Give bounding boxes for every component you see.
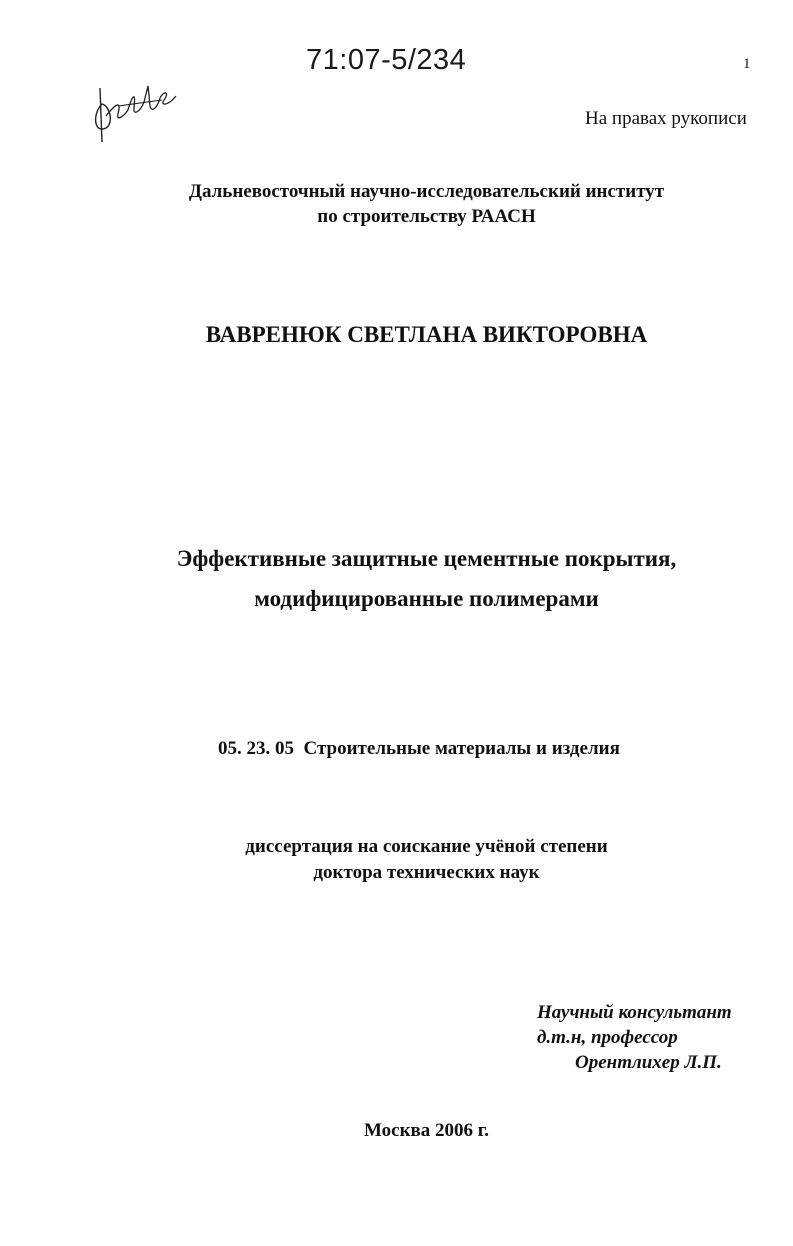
handwritten-signature bbox=[88, 76, 188, 146]
institute-name bbox=[0, 179, 793, 229]
degree-line-1: диссертация на соискание учёной степени bbox=[245, 836, 608, 857]
institute-line-2: по строительству РААСН bbox=[317, 206, 536, 227]
place-and-year: Москва 2006 г. bbox=[363, 1120, 490, 1141]
archive-code: 71:07-5/234 bbox=[306, 44, 467, 76]
title-line-2: модифицированные полимерами bbox=[254, 586, 599, 611]
consultant-rank: д.т.н, профессор bbox=[537, 1027, 678, 1048]
specialty-code: 05. 23. 05 bbox=[218, 738, 294, 759]
scientific-consultant bbox=[537, 1000, 732, 1075]
page-number: 1 bbox=[743, 56, 751, 72]
specialty-name: Строительные материалы и изделия bbox=[303, 738, 620, 759]
degree-line-2: доктора технических наук bbox=[313, 862, 540, 883]
title-line-1: Эффективные защитные цементные покрытия, bbox=[176, 546, 677, 571]
manuscript-rights-note: На правах рукописи bbox=[585, 108, 747, 129]
dissertation-title bbox=[0, 539, 793, 619]
degree-statement bbox=[0, 834, 793, 886]
specialty bbox=[218, 738, 620, 760]
consultant-role: Научный консультант bbox=[537, 1002, 732, 1023]
institute-line-1: Дальневосточный научно-исследовательский институт bbox=[188, 181, 665, 202]
author-name: ВАВРЕНЮК СВЕТЛАНА ВИКТОРОВНА bbox=[205, 322, 648, 347]
consultant-name: Орентлихер Л.П. bbox=[575, 1052, 722, 1073]
